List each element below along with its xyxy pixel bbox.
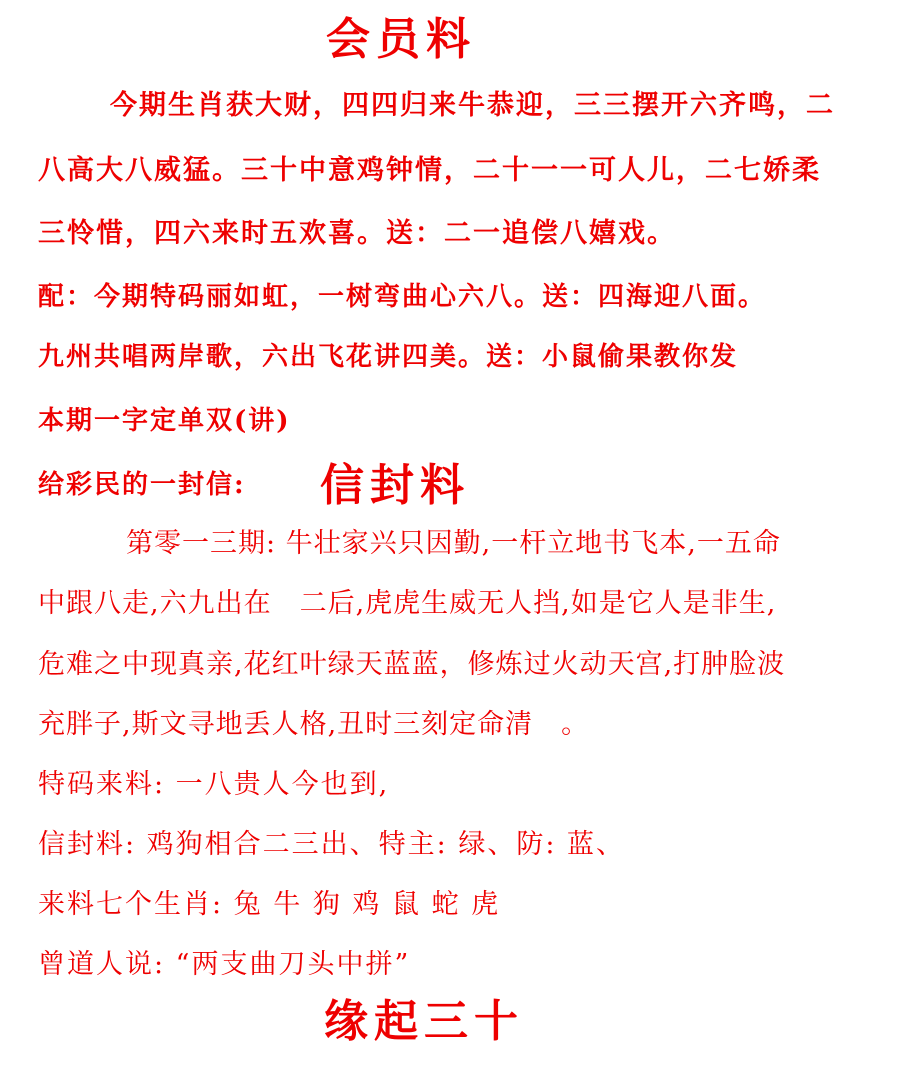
title-bottom: 缘起三十 (324, 996, 524, 1047)
para2-line3: 本期一字定单双(讲) (38, 406, 291, 436)
para1-line1: 今期生肖获大财，四四归来牛恭迎，三三摆开六齐鸣，二 (110, 90, 835, 121)
letter-label: 给彩民的一封信: (38, 470, 246, 500)
para2-line2: 九州共唱两岸歌，六出飞花讲四美。送：小鼠偷果教你发 (38, 342, 739, 372)
para1-line2: 八高大八威猛。三十中意鸡钟情，二十一一可人儿，二七娇柔 (38, 155, 821, 186)
para3-line4: 充胖子,斯文寻地丢人格,丑时三刻定命清 。 (38, 709, 590, 740)
para1-line3: 三怜惜，四六来时五欢喜。送：二一追偿八嬉戏。 (38, 218, 676, 249)
title-envelope-tips: 信封料 (320, 460, 470, 511)
para3-line2: 中跟八走,六九出在 二后,虎虎生威无人挡,如是它人是非生, (38, 588, 777, 619)
para4-line3: 来料七个生肖: 兔 牛 狗 鸡 鼠 蛇 虎 (38, 889, 501, 920)
para4-line1: 特码来料: 一八贵人今也到, (38, 769, 390, 800)
para4-line4: 曾道人说: “两支曲刀头中拼” (38, 949, 411, 980)
para4-line2: 信封料: 鸡狗相合二三出、特主: 绿、防: 蓝、 (38, 829, 626, 860)
title-member-tips: 会员料 (326, 14, 476, 65)
para3-line3: 危难之中现真亲,花红叶绿天蓝蓝，修炼过火动天宫,打肿脸波 (38, 649, 786, 680)
para3-line1: 第零一三期: 牛壮家兴只因勤,一杆立地书飞本,一五命 (126, 528, 781, 559)
para2-line1: 配：今期特码丽如虹，一树弯曲心六八。送：四海迎八面。 (38, 282, 767, 312)
